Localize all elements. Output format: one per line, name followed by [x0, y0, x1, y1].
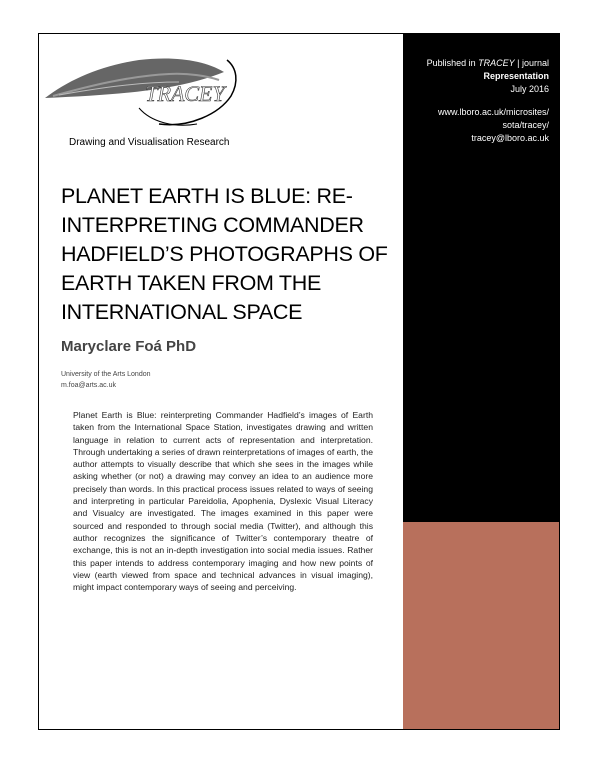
tracey-logo: [39, 38, 249, 138]
issue-theme: Representation: [483, 71, 549, 81]
author-email: m.foa@arts.ac.uk: [61, 382, 116, 389]
sidebar-terracotta-panel: [403, 522, 560, 730]
logo-wordmark: TRACEY: [145, 81, 225, 106]
issue-date: July 2016: [510, 84, 549, 94]
journal-name: TRACEY: [478, 58, 515, 68]
published-line: Published in TRACEY | journal: [426, 58, 549, 68]
publication-info: [399, 57, 549, 145]
abstract-text: Planet Earth is Blue: reinterpreting Commander Hadfield’s images of Earth taken from the International Space Station, investigates drawing and written language in relation to current acts of representation and interpretation. Through undertaking a series of drawn reinterpretations of images of earth, the author attempts to visually describe that which she sees in the images while asking whether (or not) a drawing may convey an idea to an audience more precisely than words. In this practical process issues related to ways of seeing and interpreting in particular Pareidolia, Apophenia, Dyslexic Visual Literacy and Visualcy are investigated. The images examined in this paper were sourced and responded to through social media (Twitter), and although this author recognizes the significance of Twitter’s contemporary theatre of exchange, this is not an in-depth investigation into social media issues. Rather this paper intends to address contemporary imaging and how new points of view (earth viewed from space and technical advances in visual imaging), might impact contemporary ways of seeing and perceiving.: [73, 410, 373, 593]
document-page: [38, 33, 560, 730]
journal-email: tracey@lboro.ac.uk: [471, 133, 549, 143]
journal-url-line1: www.lboro.ac.uk/microsites/: [437, 107, 549, 117]
author-affiliation: University of the Arts London: [61, 371, 151, 378]
journal-url-line2: sota/tracey/: [502, 120, 549, 130]
sidebar-black-panel: [403, 34, 560, 522]
author-name: Maryclare Foá PhD: [61, 338, 197, 355]
journal-tagline: Drawing and Visualisation Research: [69, 137, 230, 148]
paper-title: PLANET EARTH IS BLUE: RE-INTERPRETING COMMANDER HADFIELD’S PHOTOGRAPHS OF EARTH TAKEN FROM THE INTERNATIONAL SPACE: [61, 184, 388, 324]
author-affiliation-block: [61, 369, 151, 391]
